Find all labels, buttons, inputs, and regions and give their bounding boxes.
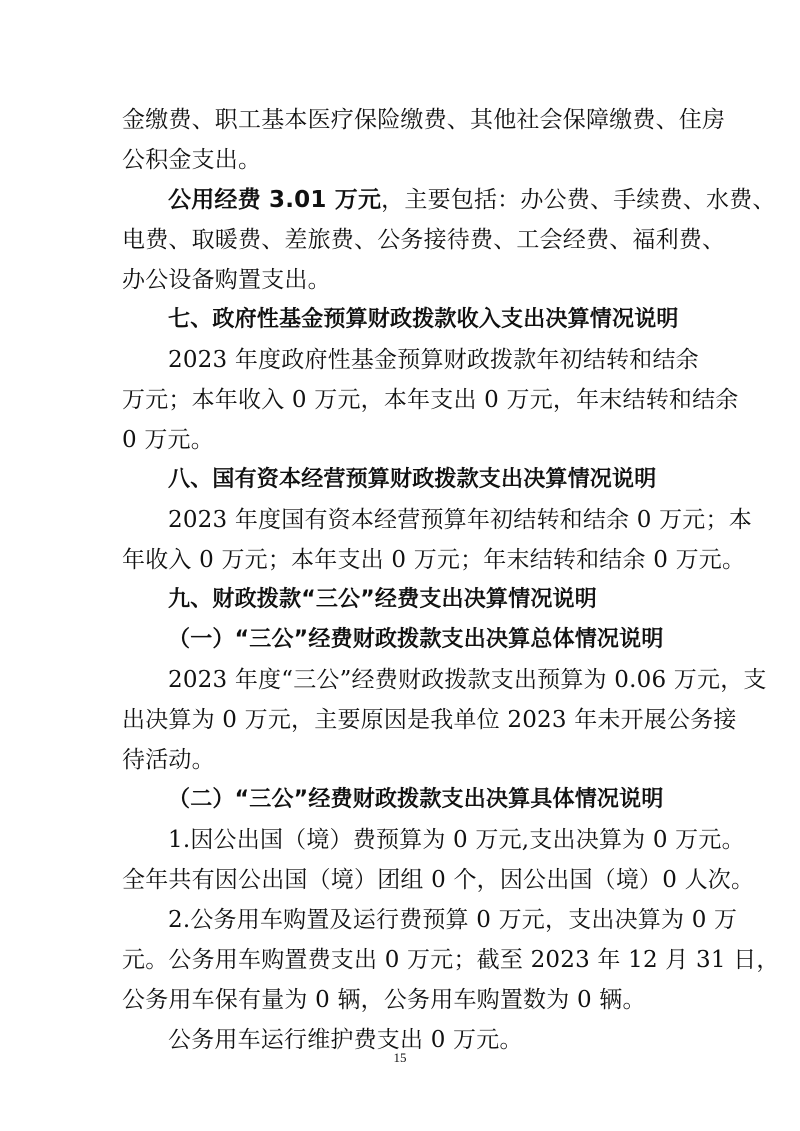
section-heading-7: 七、政府性基金预算财政拨款收入支出决算情况说明	[168, 307, 679, 332]
section-heading-9: 九、财政拨款“三公”经费支出决算情况说明	[168, 587, 597, 612]
paragraph-line: 待活动。	[122, 747, 215, 773]
public-expense-amount: 公用经费 3.01 万元	[168, 187, 382, 213]
paragraph-line: 年收入 0 万元；本年支出 0 万元；年末结转和结余 0 万元。	[122, 547, 746, 573]
paragraph-line: 2023 年度国有资本经营预算年初结转和结余 0 万元；本	[168, 507, 752, 533]
paragraph-line: 2023 年度“三公”经费财政拨款支出预算为 0.06 万元，支	[168, 667, 767, 693]
paragraph-line: 2023 年度政府性基金预算财政拨款年初结转和结余	[168, 347, 699, 373]
paragraph-line: 1.因公出国（境）费预算为 0 万元,支出决算为 0 万元。	[168, 827, 745, 853]
paragraph-line: 0 万元。	[122, 427, 214, 453]
paragraph-line: 出决算为 0 万元，主要原因是我单位 2023 年未开展公务接	[122, 707, 737, 733]
public-expense-line	[168, 185, 776, 215]
paragraph-line: 全年共有因公出国（境）团组 0 个，因公出国（境）0 人次。	[122, 867, 755, 893]
subsection-heading-2: （二）“三公”经费财政拨款支出决算具体情况说明	[168, 787, 664, 812]
paragraph-line: 2.公务用车购置及运行费预算 0 万元，支出决算为 0 万	[168, 907, 738, 933]
section-heading-8: 八、国有资本经营预算财政拨款支出决算情况说明	[168, 467, 657, 492]
paragraph-line: 金缴费、职工基本医疗保险缴费、其他社会保障缴费、住房	[122, 107, 726, 133]
paragraph-line: 公务用车运行维护费支出 0 万元。	[168, 1027, 523, 1053]
paragraph-line: 元。公务用车购置费支出 0 万元；截至 2023 年 12 月 31 日，	[122, 947, 780, 973]
public-expense-details: ，主要包括：办公费、手续费、水费、	[381, 187, 776, 213]
paragraph-line: 公务用车保有量为 0 辆，公务用车购置数为 0 辆。	[122, 987, 646, 1013]
paragraph-line: 办公设备购置支出。	[122, 267, 331, 293]
page-number: 15	[393, 1050, 407, 1065]
paragraph-line: 万元；本年收入 0 万元，本年支出 0 万元，年末结转和结余	[122, 387, 739, 413]
paragraph-line: 公积金支出。	[122, 147, 262, 173]
subsection-heading-1: （一）“三公”经费财政拨款支出决算总体情况说明	[168, 627, 664, 652]
paragraph-line: 电费、取暖费、差旅费、公务接待费、工会经费、福利费、	[122, 227, 726, 253]
